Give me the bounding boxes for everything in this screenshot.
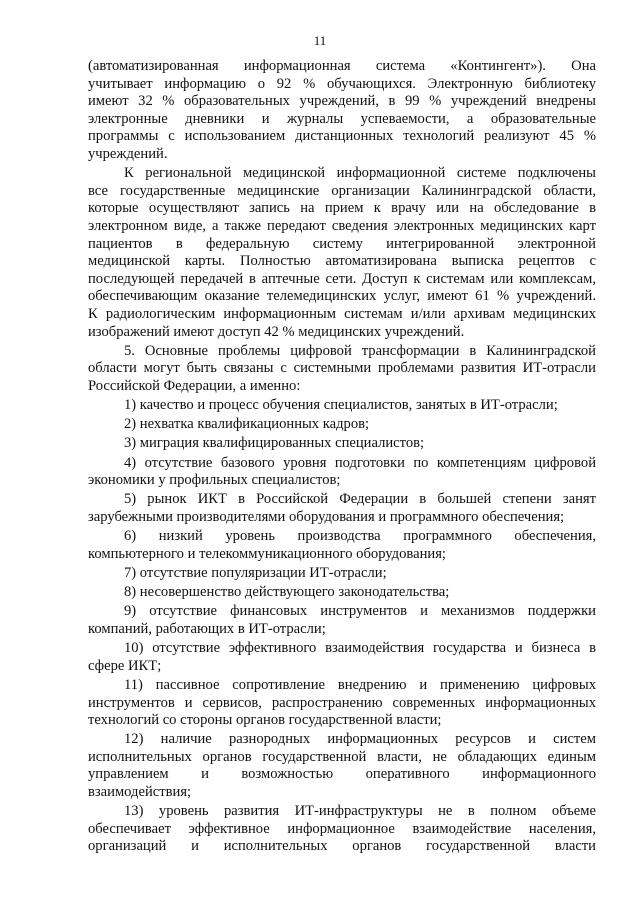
text-line: изображений имеют доступ 42 % медицинских учреждений.: [88, 323, 465, 340]
text-line: 4) отсутствие базового уровня подготовки по компетенциям цифровой: [124, 454, 596, 471]
text-line: компаний, работающих в ИТ-отрасли;: [88, 620, 326, 637]
text-line: взаимодействия;: [88, 784, 192, 801]
text-line: 1) качество и процесс обучения специалистов, занятых в ИТ-отрасли;: [124, 397, 558, 414]
text-line: 5. Основные проблемы цифровой трансформации в Калининградской: [124, 342, 596, 359]
text-line: медицинской карты. Полностью автоматизирована выписка рецептов с: [88, 253, 596, 270]
text-line: обеспечивает эффективное информационное взаимодействие населения,: [88, 820, 596, 837]
text-line: имеют 32 % образовательных учреждений, в 99 % учреждений внедрены: [88, 93, 596, 110]
text-line: инструментов и сервисов, распространению современных информационных: [88, 694, 596, 711]
text-line: области могут быть связаны с системными проблемами развития ИТ-отрасли: [88, 360, 596, 377]
text-line: обеспечивающим оказание телемедицинских услуг, имеют 61 % учреждений.: [88, 288, 596, 305]
text-line: 8) несовершенство действующего законодательства;: [124, 584, 450, 601]
text-line: Российской Федерации, а именно:: [88, 377, 301, 394]
text-line: технологий со стороны органов государственной власти;: [88, 712, 442, 729]
text-line: организаций и исполнительных органов государственной власти: [88, 838, 596, 855]
text-line: программы с использованием дистанционных технологий реализуют 45 %: [88, 128, 596, 145]
text-line: учитывает информацию о 92 % обучающихся. Электронную библиотеку: [88, 75, 596, 92]
text-line: электронные дневники и журналы успеваемости, а образовательные: [88, 110, 596, 127]
text-line: 10) отсутствие эффективного взаимодействия государства и бизнеса в: [124, 640, 596, 657]
text-line: последующей передачей в аптечные сети. Доступ к системам или комплексам,: [88, 270, 596, 287]
text-line: (автоматизированная информационная система «Контингент»). Она: [88, 58, 596, 74]
text-line: 2) нехватка квалификационных кадров;: [124, 416, 370, 433]
text-line: учреждений.: [88, 145, 168, 162]
text-line: 12) наличие разнородных информационных ресурсов и систем: [124, 731, 596, 748]
text-line: компьютерного и телекоммуникационного оборудования;: [88, 545, 446, 562]
text-line: К региональной медицинской информационной системе подключены: [124, 165, 596, 182]
text-line: 5) рынок ИКТ в Российской Федерации в большей степени занят: [124, 491, 596, 508]
text-line: экономики у профильных специалистов;: [88, 472, 341, 489]
text-line: исполнительных органов государственной власти, не обладающих единым: [88, 748, 596, 765]
text-line: сфере ИКТ;: [88, 657, 162, 674]
text-line: 6) низкий уровень производства программного обеспечения,: [124, 528, 596, 545]
text-line: К радиологическим информационным системам и/или архивам медицинских: [88, 305, 596, 322]
text-line: 13) уровень развития ИТ-инфраструктуры не в полном объеме: [124, 803, 596, 820]
text-line: 3) миграция квалифицированных специалистов;: [124, 435, 425, 452]
text-line: 9) отсутствие финансовых инструментов и механизмов поддержки: [124, 603, 596, 620]
text-line: которые осуществляют запись на прием к врачу или на обследование в: [88, 200, 596, 217]
text-line: пациентов в федеральную систему интегрированной электронной: [88, 235, 596, 252]
text-line: управлением и возможностью оперативного информационного: [88, 766, 596, 783]
text-line: электронном виде, а также передают сведения электронных медицинских карт: [88, 217, 596, 234]
text-line: все государственные медицинские организации Калининградской области,: [88, 182, 596, 199]
text-line: зарубежными производителями оборудования и программного обеспечения;: [88, 509, 565, 525]
page-number: 11: [313, 33, 327, 48]
text-line: 7) отсутствие популяризации ИТ-отрасли;: [124, 564, 387, 581]
body-text: [88, 58, 596, 856]
text-line: 11) пассивное сопротивление внедрению и применению цифровых: [124, 676, 596, 693]
